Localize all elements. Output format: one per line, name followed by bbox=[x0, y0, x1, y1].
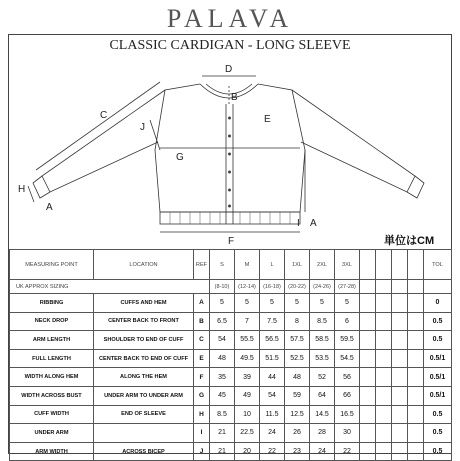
empty-cell bbox=[408, 442, 424, 461]
tolerance-cell: 0.5 bbox=[424, 424, 452, 443]
empty-cell bbox=[376, 368, 392, 387]
size-value-cell: 21 bbox=[210, 442, 235, 461]
size-value-cell: 5 bbox=[260, 294, 285, 313]
empty-cell bbox=[408, 331, 424, 350]
empty-cell bbox=[376, 424, 392, 443]
size-value-cell: 7.5 bbox=[260, 312, 285, 331]
table-row bbox=[10, 405, 452, 424]
size-value-cell: 8 bbox=[285, 312, 310, 331]
uk-size: (16-18) bbox=[260, 280, 285, 294]
size-value-cell: 5 bbox=[285, 294, 310, 313]
empty-cell bbox=[376, 442, 392, 461]
header-size-s: S bbox=[210, 250, 235, 280]
size-value-cell: 21 bbox=[210, 424, 235, 443]
size-value-cell: 53.5 bbox=[310, 349, 335, 368]
label-e: E bbox=[264, 114, 271, 125]
empty-cell bbox=[360, 294, 376, 313]
empty-cell bbox=[392, 442, 408, 461]
empty-cell bbox=[392, 368, 408, 387]
size-value-cell: 24 bbox=[260, 424, 285, 443]
empty-cell bbox=[408, 405, 424, 424]
ref-cell: B bbox=[194, 312, 210, 331]
label-f: F bbox=[228, 236, 235, 247]
header-location: LOCATION bbox=[94, 250, 194, 280]
ref-cell: G bbox=[194, 386, 210, 405]
size-value-cell: 23 bbox=[285, 442, 310, 461]
measuring-point-cell: WIDTH ALONG HEM bbox=[10, 368, 94, 387]
size-value-cell: 16.5 bbox=[335, 405, 360, 424]
measuring-point-cell: RIBBING bbox=[10, 294, 94, 313]
uk-sizing-row bbox=[10, 280, 452, 294]
measuring-point-cell: WIDTH ACROSS BUST bbox=[10, 386, 94, 405]
header-tol: TOL bbox=[424, 250, 452, 280]
empty-cell bbox=[360, 349, 376, 368]
size-value-cell: 20 bbox=[235, 442, 260, 461]
size-value-cell: 48 bbox=[285, 368, 310, 387]
empty-cell bbox=[360, 424, 376, 443]
table-row bbox=[10, 368, 452, 387]
location-cell: ALONG THE HEM bbox=[94, 368, 194, 387]
size-value-cell: 55.5 bbox=[235, 331, 260, 350]
size-value-cell: 12.5 bbox=[285, 405, 310, 424]
size-value-cell: 52.5 bbox=[285, 349, 310, 368]
ref-cell: F bbox=[194, 368, 210, 387]
size-value-cell: 59.5 bbox=[335, 331, 360, 350]
label-c: C bbox=[100, 110, 108, 121]
header-size-2xl: 2XL bbox=[310, 250, 335, 280]
ref-cell: E bbox=[194, 349, 210, 368]
table-row bbox=[10, 442, 452, 461]
size-value-cell: 10 bbox=[235, 405, 260, 424]
size-value-cell: 24 bbox=[310, 442, 335, 461]
label-d: D bbox=[225, 64, 233, 75]
uk-size: (12-14) bbox=[235, 280, 260, 294]
size-value-cell: 48 bbox=[210, 349, 235, 368]
measuring-point-cell: CUFF WIDTH bbox=[10, 405, 94, 424]
table-row bbox=[10, 424, 452, 443]
table-row bbox=[10, 312, 452, 331]
ref-cell: A bbox=[194, 294, 210, 313]
tolerance-cell: 0.5 bbox=[424, 442, 452, 461]
measuring-point-cell: NECK DROP bbox=[10, 312, 94, 331]
empty-cell bbox=[392, 294, 408, 313]
size-value-cell: 39 bbox=[235, 368, 260, 387]
size-chart-table bbox=[9, 249, 452, 461]
label-h: H bbox=[18, 184, 26, 195]
size-value-cell: 35 bbox=[210, 368, 235, 387]
empty-cell bbox=[392, 312, 408, 331]
ref-cell: H bbox=[194, 405, 210, 424]
location-cell: SHOULDER TO END OF CUFF bbox=[94, 331, 194, 350]
size-value-cell: 5 bbox=[210, 294, 235, 313]
size-value-cell: 5 bbox=[235, 294, 260, 313]
empty-cell bbox=[392, 331, 408, 350]
location-cell: ACROSS BICEP bbox=[94, 442, 194, 461]
uk-size: (27-28) bbox=[335, 280, 360, 294]
tolerance-cell: 0.5 bbox=[424, 405, 452, 424]
empty-cell bbox=[360, 442, 376, 461]
header-size-1xl: 1XL bbox=[285, 250, 310, 280]
empty-cell bbox=[408, 386, 424, 405]
table-row bbox=[10, 294, 452, 313]
measuring-point-cell: UNDER ARM bbox=[10, 424, 94, 443]
empty-cell bbox=[360, 368, 376, 387]
empty-cell bbox=[408, 312, 424, 331]
location-cell: END OF SLEEVE bbox=[94, 405, 194, 424]
empty-cell bbox=[376, 349, 392, 368]
size-value-cell: 54.5 bbox=[335, 349, 360, 368]
location-cell: CENTER BACK TO END OF CUFF bbox=[94, 349, 194, 368]
measuring-point-cell: ARM WIDTH bbox=[10, 442, 94, 461]
location-cell: CUFFS AND HEM bbox=[94, 294, 194, 313]
measuring-point-cell: ARM LENGTH bbox=[10, 331, 94, 350]
location-cell: CENTER BACK TO FRONT bbox=[94, 312, 194, 331]
tolerance-cell: 0.5/1 bbox=[424, 386, 452, 405]
location-cell bbox=[94, 424, 194, 443]
header-size-3xl: 3XL bbox=[335, 250, 360, 280]
size-value-cell: 6 bbox=[335, 312, 360, 331]
label-j: J bbox=[140, 122, 145, 133]
size-value-cell: 5 bbox=[335, 294, 360, 313]
size-value-cell: 52 bbox=[310, 368, 335, 387]
size-value-cell: 56.5 bbox=[260, 331, 285, 350]
header-ref: REF bbox=[194, 250, 210, 280]
table-body bbox=[10, 294, 452, 461]
tolerance-cell: 0.5 bbox=[424, 331, 452, 350]
size-value-cell: 54 bbox=[210, 331, 235, 350]
size-value-cell: 26 bbox=[285, 424, 310, 443]
location-cell: UNDER ARM TO UNDER ARM bbox=[94, 386, 194, 405]
ref-cell: C bbox=[194, 331, 210, 350]
size-value-cell: 22 bbox=[260, 442, 285, 461]
ref-cell: I bbox=[194, 424, 210, 443]
size-value-cell: 11.5 bbox=[260, 405, 285, 424]
uk-size: (24-26) bbox=[310, 280, 335, 294]
size-value-cell: 59 bbox=[285, 386, 310, 405]
size-value-cell: 64 bbox=[310, 386, 335, 405]
size-value-cell: 14.5 bbox=[310, 405, 335, 424]
label-a: A bbox=[46, 202, 53, 213]
size-value-cell: 5 bbox=[310, 294, 335, 313]
size-value-cell: 56 bbox=[335, 368, 360, 387]
size-value-cell: 28 bbox=[310, 424, 335, 443]
label-i: I bbox=[297, 218, 300, 229]
table-row bbox=[10, 349, 452, 368]
uk-size: (20-22) bbox=[285, 280, 310, 294]
table-row bbox=[10, 331, 452, 350]
size-value-cell: 54 bbox=[260, 386, 285, 405]
unit-note: 単位はCM bbox=[384, 235, 435, 247]
empty-cell bbox=[408, 349, 424, 368]
uk-sizing-label: UK APPROX SIZING bbox=[10, 280, 210, 294]
size-value-cell: 49.5 bbox=[235, 349, 260, 368]
size-value-cell: 22.5 bbox=[235, 424, 260, 443]
size-value-cell: 8.5 bbox=[310, 312, 335, 331]
empty-cell bbox=[408, 424, 424, 443]
tolerance-cell: 0.5/1 bbox=[424, 368, 452, 387]
tolerance-cell: 0 bbox=[424, 294, 452, 313]
tolerance-cell: 0.5 bbox=[424, 312, 452, 331]
empty-cell bbox=[376, 386, 392, 405]
size-value-cell: 45 bbox=[210, 386, 235, 405]
label-b: B bbox=[231, 92, 238, 103]
empty-cell bbox=[376, 294, 392, 313]
size-value-cell: 57.5 bbox=[285, 331, 310, 350]
empty-cell bbox=[392, 424, 408, 443]
empty-cell bbox=[408, 294, 424, 313]
header-measuring-point: MEASURING POINT bbox=[10, 250, 94, 280]
table-row bbox=[10, 386, 452, 405]
empty-cell bbox=[360, 312, 376, 331]
size-value-cell: 8.5 bbox=[210, 405, 235, 424]
uk-size: (8-10) bbox=[210, 280, 235, 294]
empty-cell bbox=[376, 331, 392, 350]
ref-cell: J bbox=[194, 442, 210, 461]
label-g: G bbox=[176, 152, 184, 163]
size-value-cell: 7 bbox=[235, 312, 260, 331]
size-value-cell: 66 bbox=[335, 386, 360, 405]
size-value-cell: 51.5 bbox=[260, 349, 285, 368]
size-value-cell: 58.5 bbox=[310, 331, 335, 350]
size-value-cell: 6.5 bbox=[210, 312, 235, 331]
label-a-hem: A bbox=[310, 218, 317, 229]
header-size-m: M bbox=[235, 250, 260, 280]
empty-cell bbox=[392, 405, 408, 424]
empty-cell bbox=[408, 368, 424, 387]
header-size-l: L bbox=[260, 250, 285, 280]
size-value-cell: 49 bbox=[235, 386, 260, 405]
size-value-cell: 30 bbox=[335, 424, 360, 443]
table-header-row bbox=[10, 250, 452, 280]
empty-cell bbox=[392, 386, 408, 405]
empty-cell bbox=[360, 331, 376, 350]
size-value-cell: 22 bbox=[335, 442, 360, 461]
empty-cell bbox=[360, 405, 376, 424]
empty-cell bbox=[392, 349, 408, 368]
size-value-cell: 44 bbox=[260, 368, 285, 387]
empty-cell bbox=[376, 405, 392, 424]
page-title: CLASSIC CARDIGAN - LONG SLEEVE bbox=[109, 38, 351, 53]
empty-cell bbox=[360, 386, 376, 405]
empty-cell bbox=[376, 312, 392, 331]
measuring-point-cell: FULL LENGTH bbox=[10, 349, 94, 368]
brand-logo: PALAVA bbox=[166, 4, 294, 33]
tolerance-cell: 0.5/1 bbox=[424, 349, 452, 368]
